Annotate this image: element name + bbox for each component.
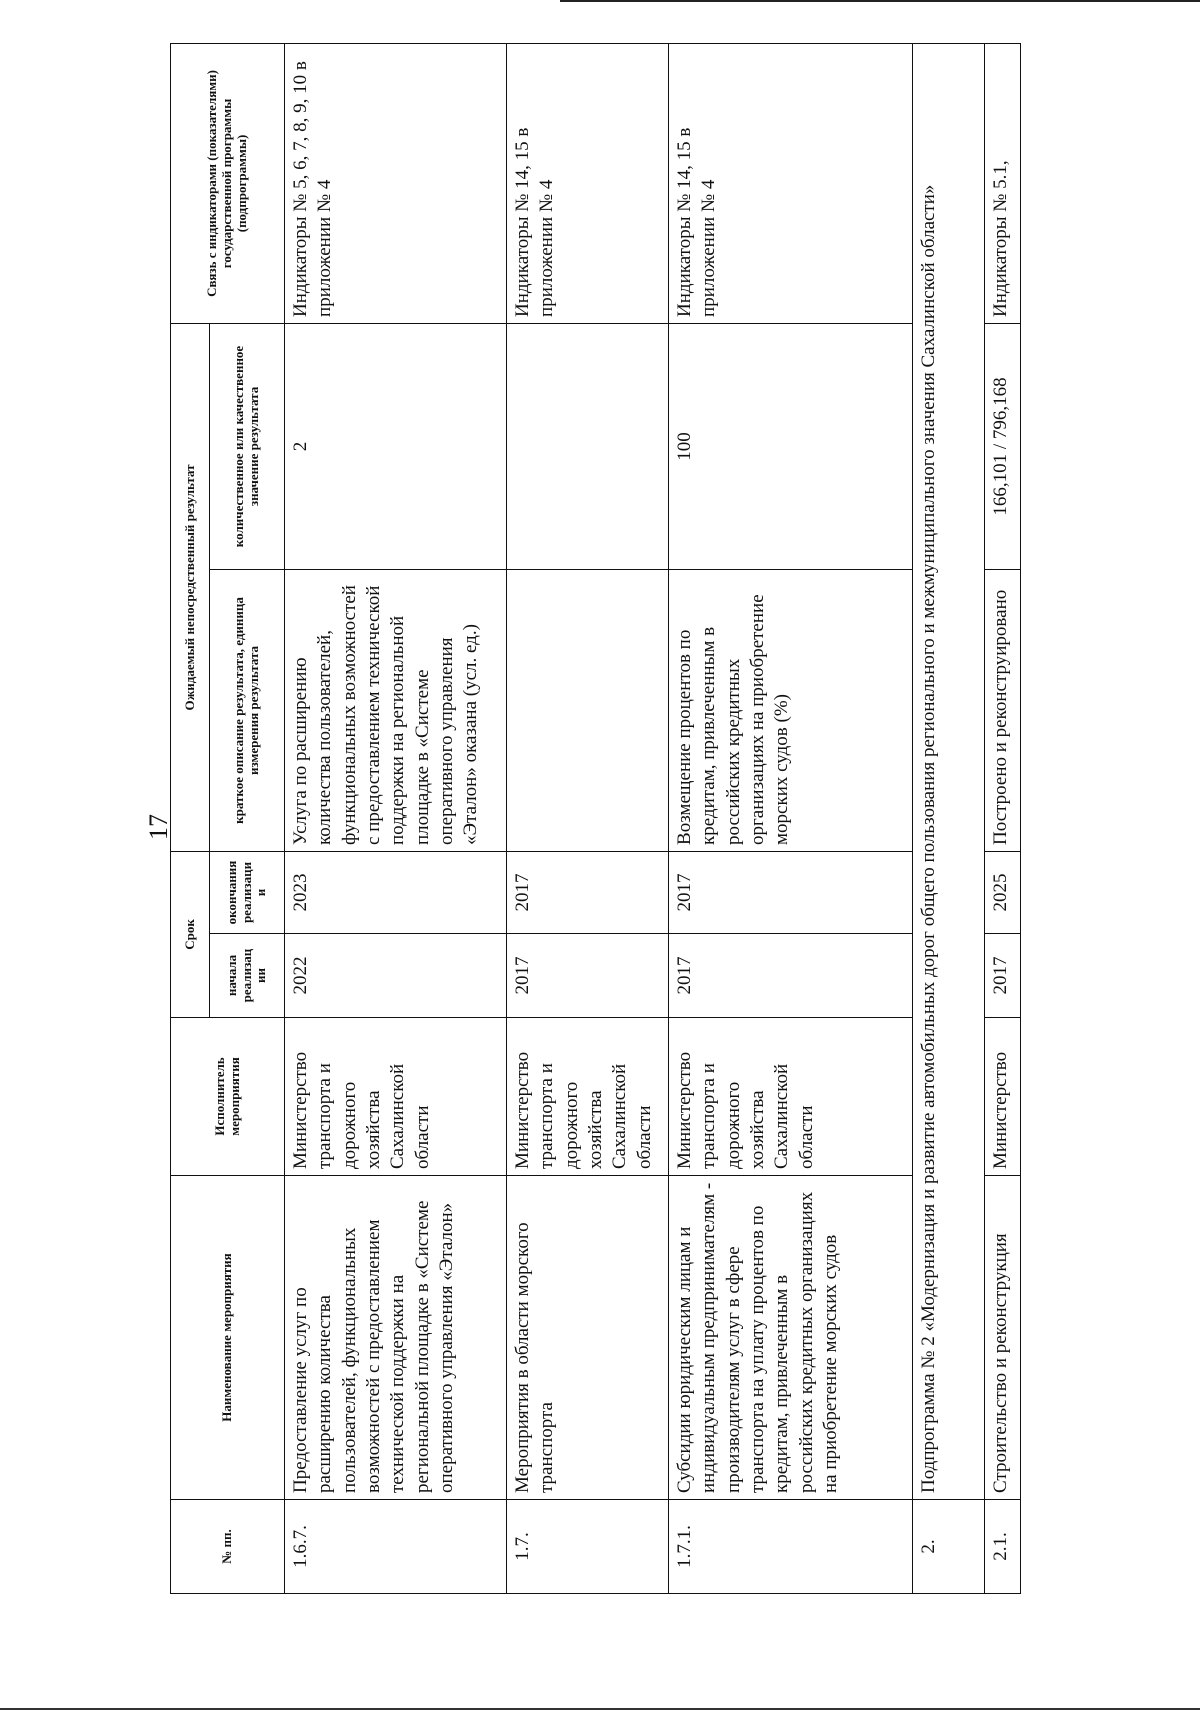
header-executor: Исполнитель мероприятия [171,1018,285,1176]
row-value [507,323,669,569]
row-start: 2022 [285,934,507,1018]
row-value: 166,101 / 796,168 [985,323,1021,569]
header-term-end: окончания реализаци и [210,851,285,933]
rotated-table-container [170,44,1021,1594]
row-start: 2017 [669,934,913,1018]
row-num: 2.1. [985,1500,1021,1594]
scan-edge-bottom [0,1708,1200,1710]
row-end: 2017 [669,851,913,933]
row-executor: Министерство транспорта и дорожного хозяйства Сахалинской области [507,1018,669,1176]
row-value: 100 [669,323,913,569]
header-link: Связь с индикаторами (показателями) государственной программы (подпрограммы) [171,43,285,323]
table-row [507,43,669,1593]
page-number: 17 [144,814,173,840]
table-row [985,43,1021,1593]
row-start: 2017 [507,934,669,1018]
row-end: 2017 [507,851,669,933]
header-name: Наименование мероприятия [171,1176,285,1500]
row-link: Индикаторы № 5.1, [985,43,1021,323]
row-end: 2023 [285,851,507,933]
row-start: 2017 [985,934,1021,1018]
scan-edge-top [560,0,1200,2]
header-term-start: начала реализац ии [210,934,285,1018]
row-desc [507,569,669,851]
header-result-value: количественное или качественное значение результата [210,323,285,569]
row-value: 2 [285,323,507,569]
row-num: 1.6.7. [285,1500,507,1594]
row-name: Мероприятия в области морского транспорта [507,1176,669,1500]
row-num: 1.7. [507,1500,669,1594]
subprogram-title: Подпрограмма № 2 «Модернизация и развитие автомобильных дорог общего пользования регионального и межмуниципального значения Сахалинской области» [913,43,985,1499]
subprogram-num: 2. [913,1500,985,1594]
row-desc: Возмещение процентов по кредитам, привлеченным в российских кредитных организациях на приобретение морских судов (%) [669,569,913,851]
header-num: № пп. [171,1500,285,1594]
row-name: Субсидии юридическим лицам и индивидуальным предпринимателям - производителям услуг в сфере транспорта на уплату процентов по кредитам, привлеченным в российских кредитных организациях на приобретение морских судов [669,1176,913,1500]
row-link: Индикаторы № 14, 15 в приложении № 4 [669,43,913,323]
row-end: 2025 [985,851,1021,933]
row-desc: Построено и реконструировано [985,569,1021,851]
subprogram-row [913,43,985,1593]
row-name: Строительство и реконструкция [985,1176,1021,1500]
header-row-1 [171,43,210,1593]
header-term: Срок [171,851,210,1017]
row-num: 1.7.1. [669,1500,913,1594]
activities-table [170,43,1021,1594]
row-executor: Министерство транспорта и дорожного хозяйства Сахалинской области [285,1018,507,1176]
header-result: Ожидаемый непосредственный результат [171,323,210,851]
row-link: Индикаторы № 5, 6, 7, 8, 9, 10 в приложении № 4 [285,43,507,323]
row-executor: Министерство [985,1018,1021,1176]
table-row [669,43,913,1593]
row-name: Предоставление услуг по расширению количества пользователей, функциональных возможностей с предоставлением технической поддержки на региональной площадке в «Системе оперативного управления «Эталон» [285,1176,507,1500]
table-row [285,43,507,1593]
row-desc: Услуга по расширению количества пользователей, функциональных возможностей с предоставлением технической поддержки на региональной площадке в «Системе оперативного управления «Эталон» оказана (усл. ед.) [285,569,507,851]
row-executor: Министерство транспорта и дорожного хозяйства Сахалинской области [669,1018,913,1176]
header-result-desc: краткое описание результата, единица измерения результата [210,569,285,851]
row-link: Индикаторы № 14, 15 в приложении № 4 [507,43,669,323]
